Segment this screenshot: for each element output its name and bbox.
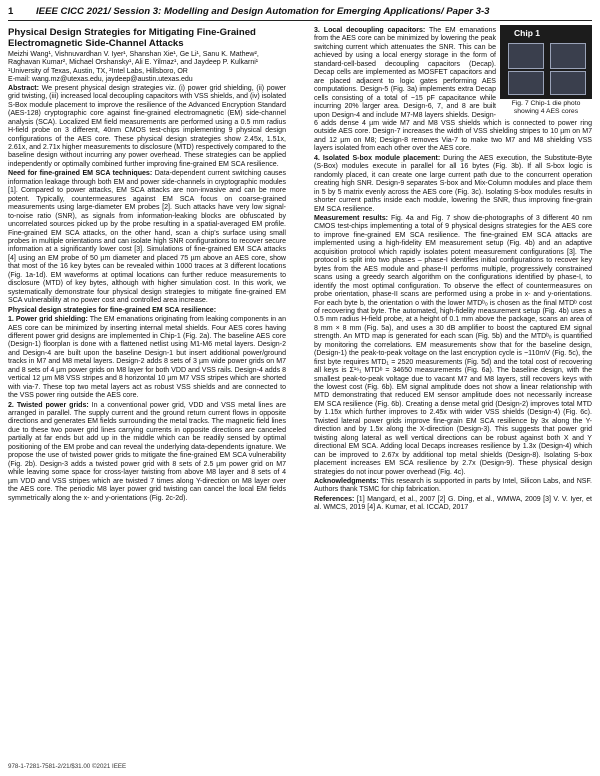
paragraph-text: The EM emanations from the AES core can be minimized by lowering the peak switching current which attenuates the SNR. This can be achieved by using a local energy storage in the form of standard-cell-based decoupling capacitors (Decap). Decap cells are implemented as MOSFET capacitors and are placed adjacent to logic gates performing AES computations. Design-5 (Fig. 3a) implements extra Decap cells consisting of a total of ~15 pF capacitance while incurring 20% larger area. Design-6, 7, and 8 are built upon Design-4 and include M7-M8 layers shields. Design-6 adds dense 4 µm wide M7 and M8 VSS shields which is connected to power ring outside AES core. Design-7 increases the width of VSS shielding stripes to 10 µm on M7 and 12 µm on M8; Design-8 removes Via-7 to make two M7 and M8 shielding VSS layers isolated from each other over the AES core.: [314, 27, 592, 153]
aes-core-block: [508, 71, 544, 95]
aes-core-block: [550, 43, 586, 69]
paragraph: [8, 170, 286, 305]
paragraph-text: Fig. 4a and Fig. 7 show die-photographs of 3 different 40 nm CMOS test-chips implementing a total of 9 physical designs strategies for the AES core to improve fine-grained EM SCA resilience. The fine-grained EM SCA attacks are implemented using a high-fidelity EM measurement setup (Fig. 4b) and an adaptive acquisition protocol which rapidly isolates potent measurement configurations [3]. The protocol is split into two phases – phase-I identifies initial configurations to recover key bytes from the AES module and phase-II performs multiple, progressively constrained scans using a greedy search algorithm on the configurations identified by phase-I, to identify the most optimal configuration. To observe the effect of countermeasures on probe orientation, phase-II scans are performed using a probe in x- and y-orientations. For each byte b, the orientation o with the lower MTDᵇₒ is chosen as the final MTDᵇ cost of recovering that byte. The automated, high-fidelity measurement setup (Fig. 4b) uses a 0.5 mm radius H-field probe, at a height of 0.1 mm above the package, scans an area of 8 mm × 8 mm (Fig. 5a), and uses a 30 dB amplifier to boost the captured EM signal strength. An MTD map is generated for each scan (Fig. 5b) and the MTDᵇₒ is quantified by monitoring the correlations. EM measurements show that for the baseline design, (Design-1) the peak-to-peak voltage on the last encryption cycle is ~110mV (Fig. 5c), the first byte requires MTD₁ = 2520 measurements (Fig. 5d) and the total cost of recovering all keys is Σ¹⁶₁ MTDᵇ = 34650 measurements (Fig. 6a). The baseline design, with the smallest peak-to-peak voltage due to vacant M7 and M8 layers, still recovers keys with the lowest cost (Fig. 6b). EM signal amplitude does not show a linear relationship with MTD demonstrating that reduced EM sensor amplitude does not necessarily increase EM SCA resilience (Fig. 6b). Creating a dense metal grid (Design-2) improves total MTD by 1.15x which further improves to 2.45x with wider VSS shields (Design-4) (Fig. 6c). Twisted lateral power grids improve fine-grain EM SCA resilience by 3x along the Y-direction and by 1.5x along the X-direction (Design-3). This suggests that power grid twisting along lateral as well vertical directions can be robust against both X and Y directional EM SCA. Adding local Decaps increases resilience by 1.3x (Design-4) which can be improved to 2.67x by additional top metal shields (Design-8). Isolating S-box placement increases EM SCA resilience by 2.7x (Design-9). These physical design strategies do not incur power overhead (Fig. 4c).: [314, 214, 592, 476]
paragraph: [8, 402, 286, 503]
paragraph-label: Acknowledgments:: [314, 478, 379, 486]
paragraph: [8, 85, 286, 170]
left-paragraphs: [8, 85, 286, 503]
paragraph-text: [1] Mangard, et al., 2007 [2] G. Ding, et al., WMWA, 2009 [3] V. V. Iyer, et al. WMCS, 2019 [4] A. Kumar, et al. ICCAD, 2017: [314, 495, 592, 512]
aes-core-block: [550, 71, 586, 95]
paragraph: [314, 496, 592, 513]
author-list: Meizhi Wang¹, Vishnuvardhan V. Iyer¹, Shanshan Xie¹, Ge Li¹, Sanu K. Mathew², Raghavan Kumar², Michael Orshansky¹, Ali E. Yilmaz¹, and Jaydeep P. Kulkarni¹: [8, 51, 259, 67]
paragraph-text: This research is supported in parts by Intel, Silicon Labs, and NSF. Authors thank TSMC for chip fabrication.: [314, 478, 592, 494]
page-number: 1: [8, 6, 14, 17]
paragraph-text: The EM emanations originating from leaking components in an AES core can be minimized by inserting internal metal shields. Four AES cores having different power grid designs are implemented in Chip-1 (Fig. 2a). The baseline AES core (Design-1) floorplan is done with a flattened netlist using M1-M6 metal layers. Design-2 and Design-4 are built upon the baseline Design-1 but insert additional power/ground tracks in M7 and M8 metal layers. Design-2 adds 8 sets of 3 µm wide power grids on M7 and 8 sets of 4 µm power grids on M8 layer for both VDD and VSS rails. Design-4 adds 8 vertical 12 µm M8 VSS stripes and 8 horizontal 10 µm M7 VSS stripes which are shorted with via-7. These top two metal layers act as robust VSS shields and are connected to the VSS power ring outside the AES core.: [8, 316, 287, 400]
paragraph-label: 4. Isolated S-box module placement:: [314, 154, 441, 162]
paragraph-label: Measurement results:: [314, 214, 388, 222]
paragraph-label: 1. Power grid shielding:: [8, 316, 88, 324]
footer-copyright: 978-1-7281-7581-2/21/$31.00 ©2021 IEEE: [8, 763, 127, 770]
running-header: [8, 6, 592, 21]
paragraph-label: Abstract:: [8, 84, 39, 92]
paragraph-text: In a conventional power grid, VDD and VSS metal lines are arranged in parallel. The supply current and the ground return current flows in opposite directions and generates EM fields surrounding the metal tracks. The magnetic field lines due to these two power grid lines carrying currents in opposite directions are canceled partially at far ends but add up in the middle which can be readily sensed by optimal positioning of the EM probe and can reveal the underlying data-dependents ignature. We propose the use of twisted power grids to mitigate the fine-grained EM SCA vulnerability (Fig. 2b). Design-3 adds a twisted power grid with 8 sets of 2.5 µm power grid on M7 while leaving some space for cross-layer twisting from above M8 layer and 8 sets of 4 µm VDD and VSS stripes which are twisted 7 times along Y-direction on M8 layer over the AES core. The periodic M8 layer power grid twisting can cancel the local EM fields symmetrically along the x- and y-orientations (Fig. 2c-2d).: [8, 401, 286, 502]
email-line: E-mail: wang.mz@utexas.edu, jaydeep@austin.utexas.edu: [8, 76, 193, 84]
section-heading: Physical design strategies for fine-grained EM SCA resilience:: [8, 306, 217, 314]
paragraph-label: References:: [314, 495, 355, 503]
chip-die-photo: [500, 25, 592, 99]
paragraph-label: Need for fine-grained EM SCA techniques:: [8, 170, 153, 178]
paragraph-label: 3. Local decoupling capacitors:: [314, 27, 426, 34]
paragraph: [314, 155, 592, 214]
right-column: [314, 27, 592, 514]
chip-label: Chip 1: [514, 28, 540, 38]
chip-figure: [500, 25, 592, 116]
paragraph: [314, 215, 592, 477]
aes-core-block: [508, 43, 544, 69]
paper-title: Physical Design Strategies for Mitigating Fine-Grained Electromagnetic Side-Channel Attacks: [8, 27, 256, 49]
paragraph: [8, 316, 286, 401]
affiliation: ¹University of Texas, Austin, TX, ²Intel Labs, Hillsboro, OR: [8, 67, 188, 75]
paragraph-text: During the AES execution, the Substitute-Byte (S-Box) modules execute in parallel for all 16 bytes (Fig. 3b). If all S-box logic is randomly placed, it can create one large current path due to the concurrent operation creating high SNR. Design-9 separates S-box and Mix-Column modules and place them in 5 by 5 matrix evenly across the AES core (Fig. 3c). Isolating S-box modules results in shorter current paths inside each module, lowering the SNR, thus improving fine-grain EM SCA resilience.: [314, 154, 592, 213]
paragraph-text: We present physical design strategies viz. (i) power grid shielding, (ii) power grid twisting, (iii) increased local decoupling capacitors with VSS shields, and (iv) isolated S-Box module placement to improve the resilience of the Advanced Encryption Standard (AES-128) cryptographic core against fine-grained electromagnetic (EM) side-channel analysis (SCA). Localized EM field measurements are performed using a 0.5 mm radius H-field probe on 3 different, 40nm CMOS test-chips implementing 9 physical design configurations of the AES core. These physical design strategies show 2.45x, 1.51x, 2.61x, and 2.71x higher measurements to disclosure (MTD) respectively compared to the baseline design without incurring any power overhead. These strategies can be applied independently or optimally combined further improving fine-grained EM SCA resilience.: [8, 84, 286, 168]
paragraph-text: Data-dependent current switching causes information leakage through both EM and power side-channels in cryptographic modules [1]. Compared to power attacks, EM SCA attacks are non-invasive and can be more potent. Typically, countermeasures against EM SCA focus on coarse-grained measurements using large-diameter EM probes [2]. Such attacks have very low signal-to-noise ratio (SNR), as signals from information-leaking blocks are obfuscated by uncorrelated sources picked up by the probe resulting in a spatial-averaged EM profile. Fine-grained EM SCA attacks, on the other hand, scan a chip's surface using small probes in multiple orientations and can isolate high SNR configurations to recover secure information at a significantly lower cost [3]. Simulations of fine-grained EM SCA attacks [4] using an EM probe of 50 µm diameter and placed 75 µm above an AES core, show that most of the 16 key bytes can be revealed within 1000 traces at 3 different locations (Fig. 1a-1d). EM waveforms at optimal locations can further reduce measurements to disclosure (MTD) of key bytes, although with higher simulation cost. In this work, we systematically demonstrate four physical design strategies to mitigate fine-grained EM SCA vulnerability at no power cost and controlled area increase.: [8, 170, 286, 305]
figure-caption: Fig. 7 Chip-1 die photo showing 4 AES cores: [511, 100, 581, 115]
paragraph: [314, 478, 592, 495]
paragraph-label: 2. Twisted power grids:: [8, 401, 89, 409]
left-column: [8, 27, 286, 504]
header-title: IEEE CICC 2021/ Session 3: Modelling and Design Automation for Emerging Applications/ Paper 3-3: [36, 6, 490, 17]
